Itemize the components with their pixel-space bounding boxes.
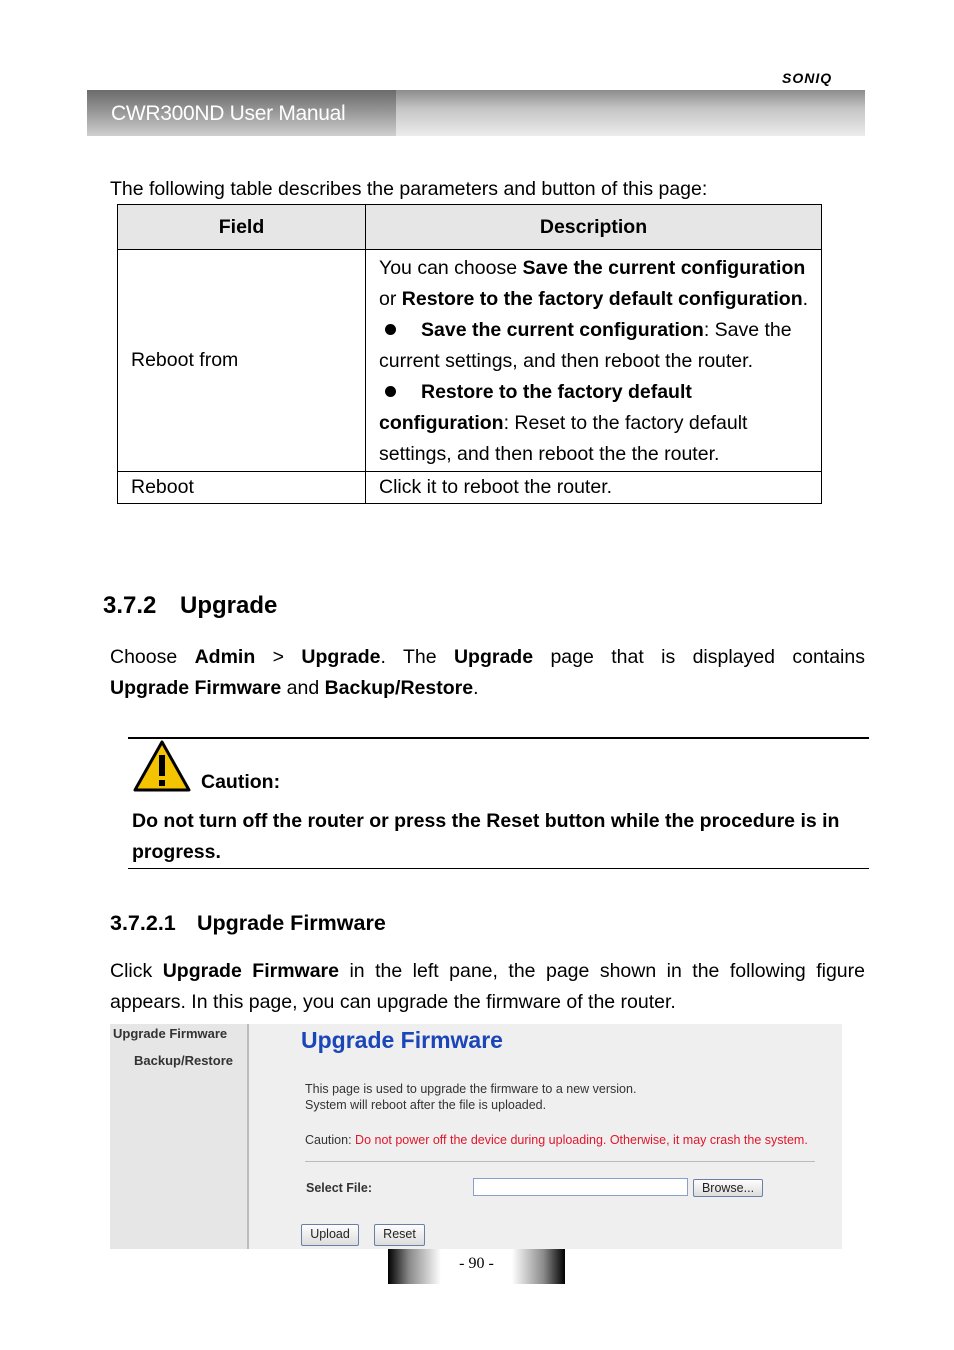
text: . The [380, 646, 454, 668]
bullet-text: : Reset to the factory default settings, and then reboot the the router. [379, 412, 748, 465]
caution-message: Do not power off the device during uploading. Otherwise, it may crash the system. [351, 1133, 808, 1147]
desc-bold: Restore to the factory default configuration [401, 288, 803, 310]
bullet-bold: Restore to the factory default configuration [379, 381, 692, 434]
description-line: This page is used to upgrade the firmware to a new version. [305, 1082, 637, 1096]
intro-text: The following table describes the parameters and button of this page: [110, 178, 708, 200]
table-header-row [118, 205, 822, 250]
desc-text: You can choose [379, 257, 523, 279]
bold-text: Backup/Restore [324, 677, 474, 699]
text: . [473, 677, 479, 699]
screenshot-caution [305, 1133, 808, 1147]
nav-item-backup-restore[interactable]: Backup/Restore [134, 1053, 233, 1068]
desc-bold: Save the current configuration [522, 257, 806, 279]
bullet-icon [385, 386, 396, 397]
cell-description: Click it to reboot the router. [366, 472, 822, 504]
subsection-title: Upgrade Firmware [197, 911, 386, 935]
screenshot-page-title: Upgrade Firmware [301, 1027, 503, 1053]
caution-label: Caution: [305, 1133, 352, 1147]
header-field: Field [118, 205, 366, 250]
bold-text: Admin [194, 646, 256, 668]
reset-button[interactable]: Reset [374, 1224, 425, 1246]
bold-text: Upgrade [453, 646, 534, 668]
text: Click [110, 960, 163, 982]
caution-top-rule [128, 737, 869, 739]
nav-item-upgrade-firmware[interactable]: Upgrade Firmware [113, 1026, 228, 1041]
table-row [118, 472, 822, 504]
caution-label: Caution: [201, 771, 281, 793]
text: Choose [110, 646, 195, 668]
bold-text: Upgrade Firmware [162, 960, 339, 982]
upload-button[interactable]: Upload [301, 1224, 359, 1246]
cell-description [366, 250, 822, 472]
section-title: Upgrade [180, 592, 278, 619]
warning-icon [133, 740, 191, 792]
cell-field: Reboot from [118, 250, 366, 472]
desc-text: or [379, 288, 402, 310]
file-path-input[interactable] [473, 1178, 688, 1196]
bold-text: Upgrade Firmware [110, 677, 282, 699]
section-paragraph-line2 [110, 673, 478, 704]
select-file-label: Select File: [306, 1181, 372, 1195]
header-description: Description [366, 205, 822, 250]
screenshot-description [305, 1081, 636, 1113]
page-number: - 90 - [459, 1255, 494, 1272]
text: page that is displayed contains [533, 646, 865, 668]
upgrade-firmware-screenshot [110, 1024, 842, 1249]
subsection-heading [110, 911, 386, 936]
bold-text: Upgrade [301, 646, 381, 668]
caution-text: Do not turn off the router or press the Reset button while the procedure is in progress. [132, 810, 840, 863]
parameter-table [117, 204, 822, 504]
section-number: 3.7.2 [103, 592, 157, 619]
brand-logo: SONIQ [782, 70, 833, 86]
cell-field: Reboot [118, 472, 366, 504]
caution-bottom-rule [128, 868, 869, 869]
divider [305, 1161, 815, 1162]
section-paragraph-line1 [110, 642, 865, 673]
text: in the left pane, the page shown in the following figure appears. In this page, you can upgrade the firmware of the router. [110, 960, 865, 1013]
desc-text: . [802, 288, 809, 310]
section-heading [103, 592, 277, 620]
bullet-bold: Save the current configuration [421, 319, 704, 341]
nav-divider [247, 1024, 249, 1249]
table-row [118, 250, 822, 472]
browse-button[interactable]: Browse... [693, 1179, 763, 1197]
text: > [255, 646, 302, 668]
bullet-text: : Save the current settings, and then reboot the router. [379, 319, 792, 372]
description-line: System will reboot after the file is uploaded. [305, 1098, 547, 1112]
manual-title: CWR300ND User Manual [111, 102, 346, 125]
bullet-icon [385, 324, 396, 335]
subsection-number: 3.7.2.1 [110, 911, 176, 935]
subsection-paragraph [110, 956, 865, 1018]
text: and [281, 677, 325, 699]
